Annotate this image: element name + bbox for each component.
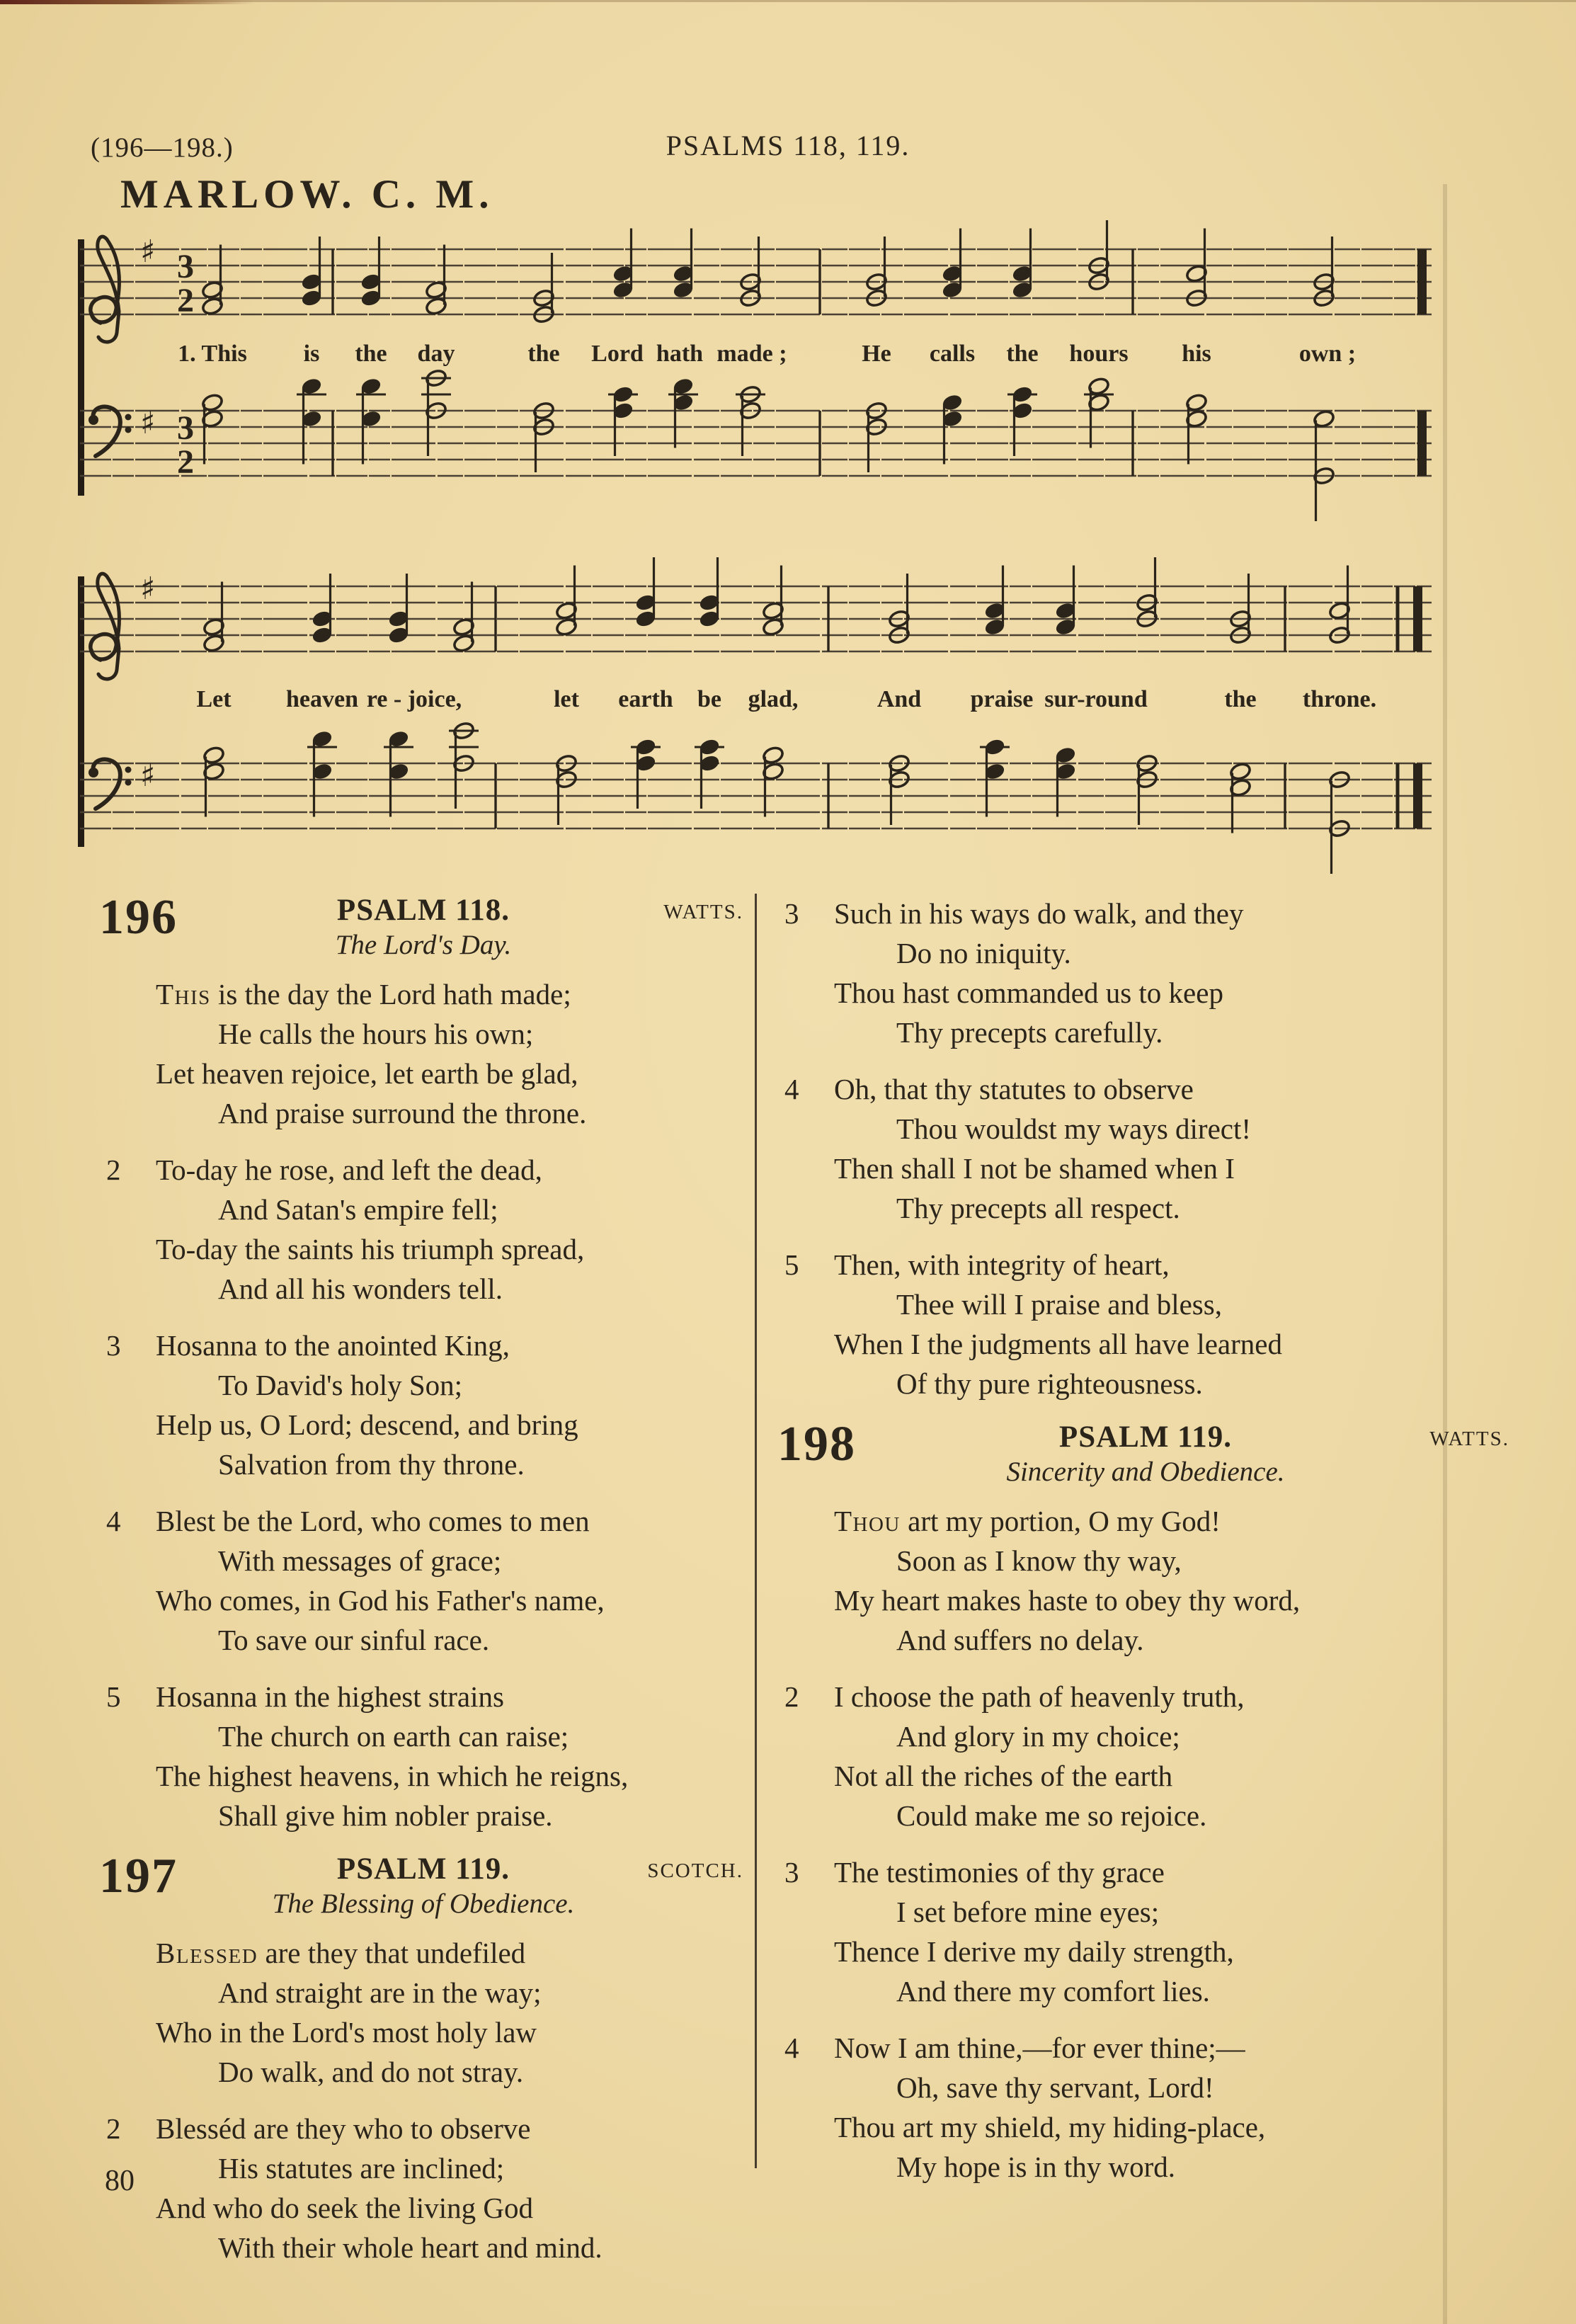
verse-line: Thou wouldst my ways direct! [896, 1112, 1252, 1145]
lyric-syllable: Lord [591, 341, 644, 367]
verse-line: And suffers no delay. [896, 1624, 1144, 1656]
time-signature: 2 [177, 443, 194, 481]
verse [99, 2109, 748, 2267]
hymn-header [99, 890, 748, 967]
verse-line: To David's holy Son; [218, 1369, 463, 1401]
verse-number: 2 [106, 1154, 121, 1186]
hymn-block [99, 890, 748, 1835]
author-label: WATTS. [1429, 1428, 1509, 1450]
verse-line: With their whole heart and mind. [218, 2231, 603, 2264]
verse-line: And who do seek the living God [156, 2192, 533, 2224]
lyric-syllable: the [1006, 341, 1039, 367]
verse-line: The church on earth can raise; [218, 1720, 569, 1753]
lyric-syllable: let [554, 686, 579, 712]
bass-clef-icon [125, 414, 132, 421]
bass-clef-icon [93, 759, 120, 809]
hymn-block [99, 1849, 748, 2267]
psalm-title: PSALM 119. [336, 1852, 510, 1886]
verse-line: And Satan's empire fell; [218, 1193, 498, 1226]
verse-line: Thou art my portion, O my God! [834, 1505, 1221, 1537]
verse-line: Thou hast commanded us to keep [834, 976, 1223, 1009]
final-barline [1417, 249, 1427, 314]
left-text-column [99, 890, 748, 2284]
verse-line: Thy precepts all respect. [896, 1192, 1180, 1224]
sharp-icon: ♯ [140, 405, 156, 441]
lyric-syllable: Let [196, 686, 232, 712]
verse-line: To-day he rose, and left the dead, [156, 1154, 542, 1186]
verse-line: And straight are in the way; [218, 1976, 542, 2009]
verse [99, 1501, 748, 1660]
verse-lead-word: Blessed [156, 1937, 258, 1969]
verse-number: 4 [106, 1505, 121, 1537]
bass-clef-icon [125, 767, 132, 773]
hymn-subtitle: The Blessing of Obedience. [272, 1889, 575, 1919]
psalm-title: PSALM 119. [1058, 1420, 1233, 1454]
verse-line: And glory in my choice; [896, 1720, 1180, 1753]
lyric-syllable: own ; [1298, 341, 1357, 367]
sharp-icon: ♯ [140, 234, 156, 270]
verse-line: To save our sinful race. [218, 1624, 490, 1656]
verse-number: 3 [784, 1856, 799, 1889]
verse-line: This is the day the Lord hath made; [156, 978, 571, 1010]
verse-line: Do walk, and do not stray. [218, 2056, 524, 2088]
verse-line: Such in his ways do walk, and they [834, 897, 1244, 930]
verse-number: 5 [106, 1680, 121, 1713]
verse-line: Salvation from thy throne. [218, 1448, 525, 1481]
verse-line: When I the judgments all have learned [834, 1328, 1282, 1360]
verse-line: Who comes, in God his Father's name, [156, 1584, 605, 1617]
verse-line: Of thy pure righteousness. [896, 1367, 1203, 1400]
verse [777, 1069, 1514, 1228]
lyric-syllable: 1. This [178, 341, 247, 367]
tune-title: MARLOW. C. M. [120, 172, 494, 217]
verse [777, 1852, 1514, 2011]
lyric-syllable: made ; [716, 341, 787, 367]
verse-line: Hosanna in the highest strains [156, 1680, 504, 1713]
hymn-number-range: (196—198.) [91, 132, 234, 163]
hymn-subtitle: Sincerity and Obedience. [1006, 1457, 1285, 1487]
hymn-header [777, 1417, 1514, 1494]
lyric-syllable: the [355, 341, 387, 367]
right-text-column [777, 894, 1514, 2204]
sharp-icon: ♯ [140, 758, 156, 794]
verse-number: 3 [784, 897, 799, 930]
lyric-syllable: day [417, 341, 455, 367]
verse-number: 4 [784, 2032, 799, 2064]
final-barline [1417, 411, 1427, 476]
verse-line: My heart makes haste to obey thy word, [834, 1584, 1301, 1617]
verse-line: Do no iniquity. [896, 937, 1071, 969]
verse [777, 894, 1514, 1052]
verse-number: 4 [784, 1073, 799, 1105]
verse [99, 1933, 748, 2092]
lyric-syllable: the [527, 341, 560, 367]
lyric-syllable: his [1182, 341, 1211, 367]
time-signature: 3 [177, 409, 194, 447]
verse-line: Thou art my shield, my hiding-place, [834, 2111, 1266, 2143]
sharp-icon: ♯ [140, 571, 156, 607]
lyric-syllable: hours [1069, 341, 1129, 367]
verse-line: The highest heavens, in which he reigns, [156, 1760, 629, 1792]
hymn-block [777, 894, 1514, 1403]
music-score [0, 0, 1576, 892]
hymn-number: 197 [99, 1849, 178, 1903]
verse [777, 1245, 1514, 1403]
hymn-subtitle: The Lord's Day. [335, 930, 512, 960]
final-barline [1413, 586, 1422, 651]
bass-clef-icon [125, 780, 132, 786]
lyric-syllable: be [697, 686, 721, 712]
verse [99, 1150, 748, 1309]
lyric-syllable: the [1224, 686, 1257, 712]
system-brace [78, 576, 84, 847]
verse-number: 2 [106, 2112, 121, 2145]
lyric-syllable: praise [970, 686, 1034, 712]
author-label: WATTS. [663, 901, 743, 923]
treble-clef-icon [91, 634, 117, 660]
verse [777, 1677, 1514, 1835]
lyric-syllable: glad, [748, 686, 799, 712]
psalm-title: PSALM 118. [336, 894, 510, 927]
verse-line: Thee will I praise and bless, [896, 1288, 1222, 1321]
treble-clef-icon [91, 297, 117, 323]
verse-lead-word: Thou [834, 1505, 901, 1537]
verse-line: His statutes are inclined; [218, 2152, 505, 2185]
verse-line: Blesséd are they who to observe [156, 2112, 531, 2145]
page-number: 80 [105, 2165, 135, 2197]
verse-number: 5 [784, 1248, 799, 1281]
verse [99, 1326, 748, 1484]
hymn-number: 198 [777, 1417, 856, 1471]
verse-line: Oh, that thy statutes to observe [834, 1073, 1194, 1105]
verse-line: Let heaven rejoice, let earth be glad, [156, 1057, 578, 1090]
verse-line: And all his wonders tell. [218, 1272, 503, 1305]
running-head: PSALMS 118, 119. [666, 130, 910, 161]
verse-line: Who in the Lord's most holy law [156, 2016, 537, 2049]
verse-line: Oh, save thy servant, Lord! [896, 2071, 1214, 2104]
verse-line: To-day the saints his triumph spread, [156, 1233, 585, 1265]
verse-line: Hosanna to the anointed King, [156, 1329, 510, 1362]
hymn-number: 196 [99, 890, 178, 945]
system-brace [78, 239, 84, 496]
bass-clef-icon [93, 406, 120, 456]
verse-line: Then, with integrity of heart, [834, 1248, 1170, 1281]
hymn-header [99, 1849, 748, 1926]
verse [99, 974, 748, 1133]
lyric-syllable: calls [929, 341, 976, 367]
verse-line: Could make me so rejoice. [896, 1799, 1207, 1832]
lyric-syllable: earth [618, 686, 673, 712]
lyric-syllable: He [862, 341, 891, 367]
verse-line: I choose the path of heavenly truth, [834, 1680, 1245, 1713]
verse-line: And there my comfort lies. [896, 1975, 1210, 2007]
verse-line: I set before mine eyes; [896, 1896, 1160, 1928]
verse-line: The testimonies of thy grace [834, 1856, 1165, 1889]
time-signature: 3 [177, 248, 194, 285]
verse-line: Thence I derive my daily strength, [834, 1935, 1234, 1968]
final-barline [1413, 763, 1422, 828]
verse [777, 2028, 1514, 2187]
lyric-syllable: hath [656, 341, 704, 367]
verse-line: Not all the riches of the earth [834, 1760, 1173, 1792]
verse-line: Then shall I not be shamed when I [834, 1152, 1235, 1185]
verse [777, 1501, 1514, 1660]
treble-clef-icon [98, 237, 120, 342]
verse-line: Blessed are they that undefiled [156, 1937, 526, 1969]
verse-line: And praise surround the throne. [218, 1097, 587, 1129]
verse-line: Now I am thine,—for ever thine;— [834, 2032, 1245, 2064]
treble-clef-icon [98, 574, 120, 679]
lyric-syllable: re - joice, [366, 686, 462, 712]
bass-clef-icon [125, 427, 132, 433]
lyric-syllable: sur-round [1044, 686, 1148, 712]
verse-line: My hope is in thy word. [896, 2151, 1176, 2183]
verse-line: Help us, O Lord; descend, and bring [156, 1408, 578, 1441]
verse-line: Soon as I know thy way, [896, 1544, 1182, 1577]
verse-line: Blest be the Lord, who comes to men [156, 1505, 590, 1537]
hymn-block [777, 1417, 1514, 2187]
verse-lead-word: This [156, 978, 211, 1010]
lyric-syllable: throne. [1302, 686, 1377, 712]
author-label: SCOTCH. [647, 1859, 743, 1882]
lyric-syllable: is [303, 341, 320, 367]
verse-number: 3 [106, 1329, 121, 1362]
lyric-syllable: And [876, 686, 922, 712]
lyric-syllable: heaven [286, 686, 358, 712]
verse-line: He calls the hours his own; [218, 1018, 534, 1050]
verse [99, 1677, 748, 1835]
column-divider [755, 894, 757, 2168]
time-signature: 2 [177, 282, 194, 319]
verse-line: Shall give him nobler praise. [218, 1799, 553, 1832]
verse-number: 2 [784, 1680, 799, 1713]
verse-line: Thy precepts carefully. [896, 1016, 1163, 1049]
verse-line: With messages of grace; [218, 1544, 502, 1577]
